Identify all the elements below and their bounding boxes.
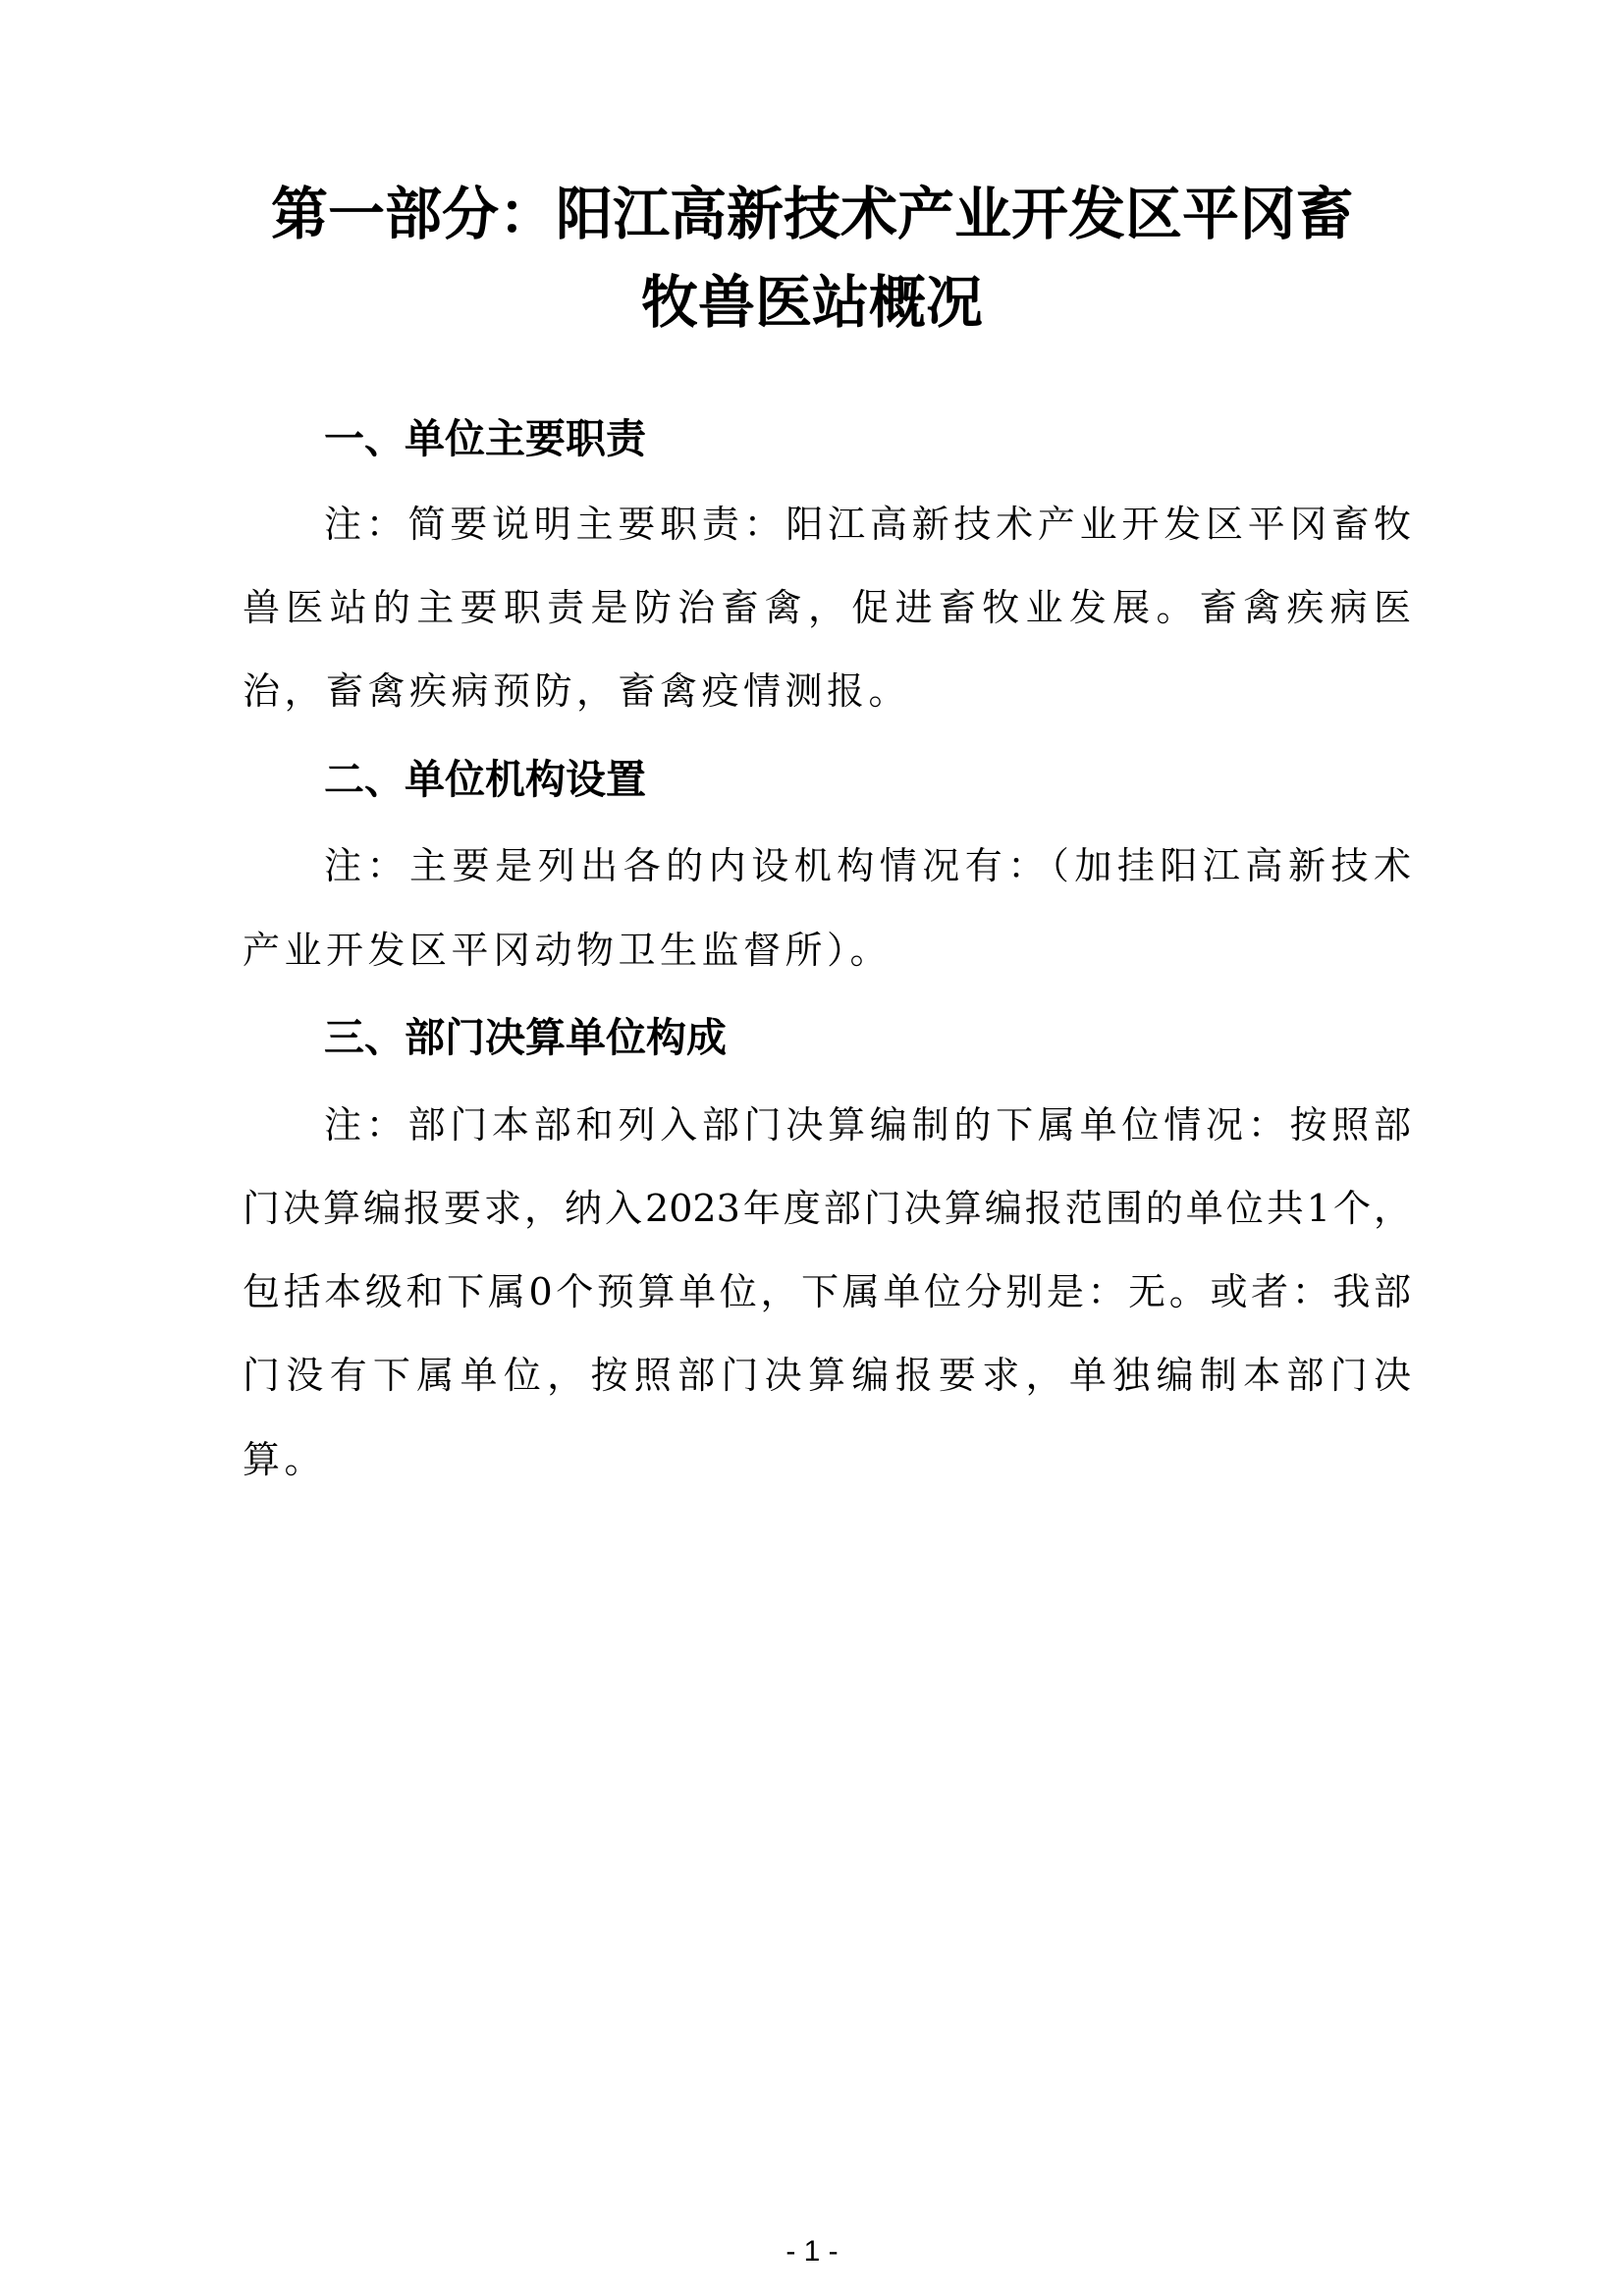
paragraph-line: 算。 — [243, 1438, 327, 1481]
paragraph-line: 门没有下属单位，按照部门决算编报要求，单独编制本部门决 — [243, 1354, 1411, 1397]
title-line-1: 第一部分：阳江高新技术产业开发区平冈畜 — [270, 181, 1353, 247]
paragraph-line: 注：部门本部和列入部门决算编制的下属单位情况：按照部 — [324, 1103, 1411, 1147]
paragraph-line: 注：简要说明主要职责：阳江高新技术产业开发区平冈畜牧 — [324, 503, 1411, 546]
section-heading-units: 三、部门决算单位构成 — [324, 1014, 727, 1061]
paragraph-line: 产业开发区平冈动物卫生监督所）。 — [243, 929, 893, 972]
page-number: - 1 - — [785, 2235, 839, 2268]
paragraph-line: 治，畜禽疾病预防，畜禽疫情测报。 — [243, 669, 911, 713]
paragraph-line: 门决算编报要求，纳入2023年度部门决算编报范围的单位共1个， — [243, 1187, 1411, 1230]
page-title — [196, 170, 1428, 347]
title-line-2: 牧兽医站概况 — [640, 269, 983, 336]
paragraph-line: 注：主要是列出各的内设机构情况有：（加挂阳江高新技术 — [324, 844, 1411, 887]
section-heading-organization: 二、单位机构设置 — [324, 756, 646, 803]
paragraph-line: 兽医站的主要职责是防治畜禽，促进畜牧业发展。畜禽疾病医 — [243, 586, 1411, 629]
paragraph-line: 包括本级和下属0个预算单位，下属单位分别是：无。或者：我部 — [243, 1270, 1411, 1313]
section-heading-responsibilities: 一、单位主要职责 — [324, 415, 646, 462]
